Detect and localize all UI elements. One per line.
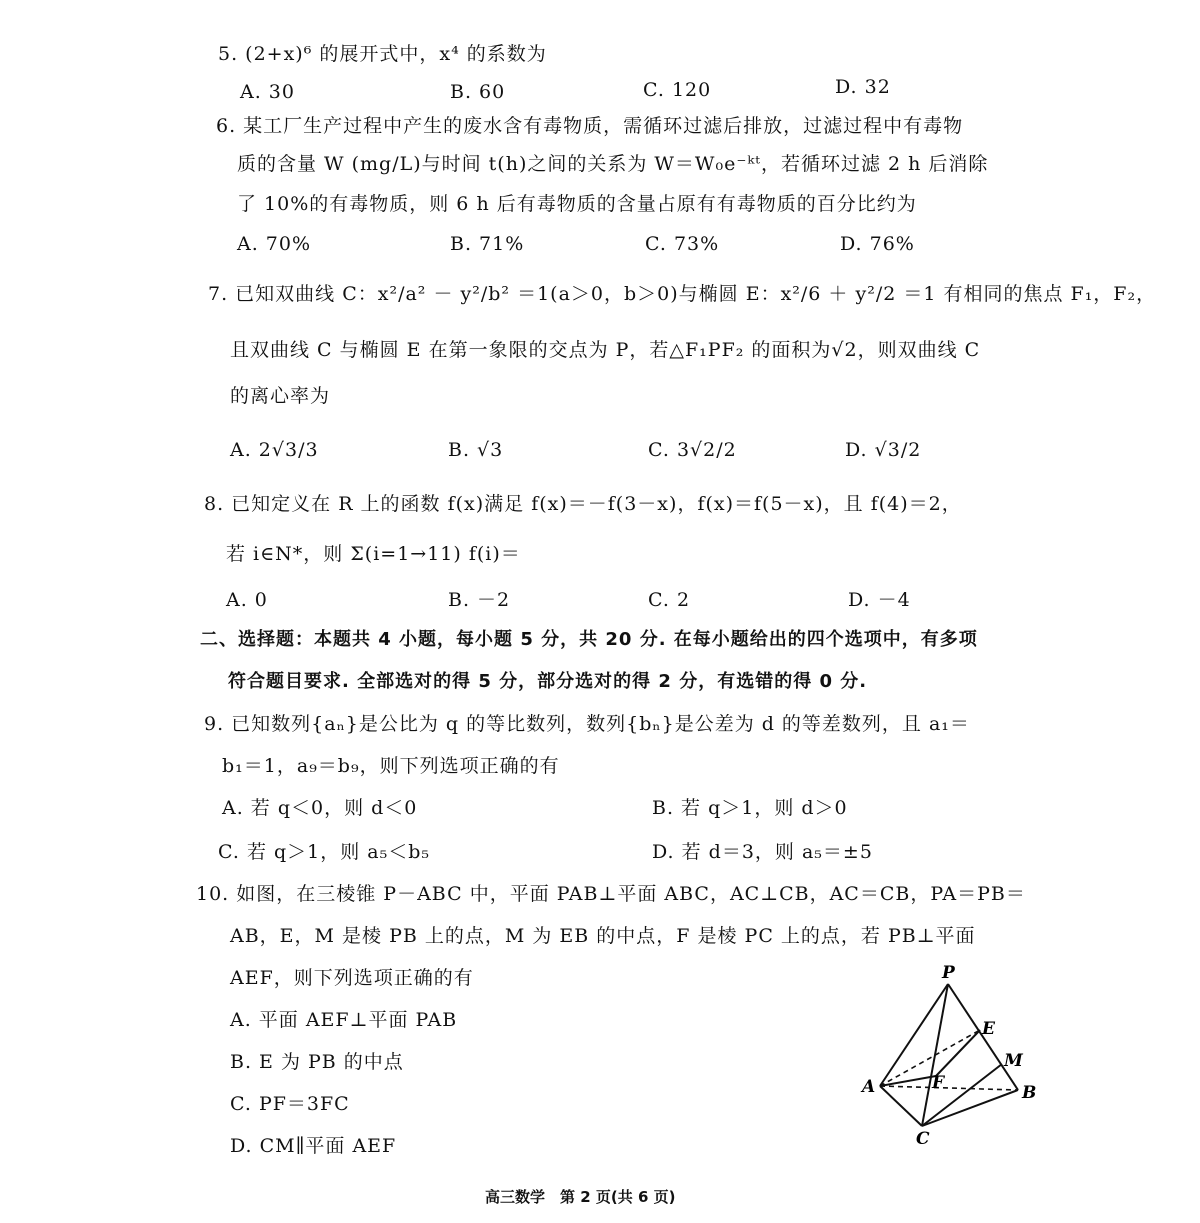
q7-option-a: A. 2√3/3	[230, 439, 319, 461]
q8-option-b: B. －2	[448, 589, 511, 611]
label-f: F	[932, 1073, 945, 1093]
q9-option-b: B. 若 q＞1，则 d＞0	[652, 797, 848, 819]
q8-option-d: D. －4	[848, 589, 911, 611]
q6-line-3: 了 10%的有毒物质，则 6 h 后有毒物质的含量占原有有毒物质的百分比约为	[237, 193, 917, 215]
q7-option-d: D. √3/2	[845, 439, 922, 461]
q5-option-c: C. 120	[643, 79, 712, 101]
q10-option-d: D. CM∥平面 AEF	[230, 1135, 397, 1157]
q6-line-1: 6. 某工厂生产过程中产生的废水含有毒物质，需循环过滤后排放，过滤过程中有毒物	[216, 115, 964, 137]
q10-line-1: 10. 如图，在三棱锥 P－ABC 中，平面 PAB⊥平面 ABC，AC⊥CB，AC＝CB，PA＝PB＝	[196, 883, 1026, 905]
q10-option-c: C. PF＝3FC	[230, 1093, 350, 1115]
q8-line-2: 若 i∈N*，则 Σ(i=1→11) f(i)＝	[226, 543, 521, 565]
edge-cb	[922, 1090, 1018, 1126]
q6-option-b: B. 71%	[450, 233, 525, 255]
q10-option-b: B. E 为 PB 的中点	[230, 1051, 404, 1073]
q9-option-c: C. 若 q＞1，则 a₅＜b₅	[218, 841, 430, 863]
q5-option-b: B. 60	[450, 81, 506, 103]
q10-line-3: AEF，则下列选项正确的有	[230, 967, 474, 989]
q5-stem: 5. (2+x)⁶ 的展开式中，x⁴ 的系数为	[218, 43, 547, 65]
q7-option-b: B. √3	[448, 439, 504, 461]
label-e: E	[982, 1019, 995, 1039]
q8-option-c: C. 2	[648, 589, 691, 611]
label-m: M	[1004, 1051, 1023, 1071]
pyramid-figure	[850, 960, 1050, 1150]
edge-ab-dashed	[880, 1086, 1018, 1090]
edge-ac	[880, 1086, 922, 1126]
q8-option-a: A. 0	[226, 589, 268, 611]
q9-option-d: D. 若 d＝3，则 a₅＝±5	[652, 841, 873, 863]
q9-line-1: 9. 已知数列{aₙ}是公比为 q 的等比数列，数列{bₙ}是公差为 d 的等差数列，且 a₁＝	[204, 713, 970, 735]
q9-option-a: A. 若 q＜0，则 d＜0	[222, 797, 418, 819]
section2-instruction-line-2: 符合题目要求. 全部选对的得 5 分，部分选对的得 2 分，有选错的得 0 分.	[228, 671, 868, 692]
q5-option-d: D. 32	[835, 76, 891, 98]
q6-option-d: D. 76%	[840, 233, 915, 255]
q10-line-2: AB，E，M 是棱 PB 上的点，M 为 EB 的中点，F 是棱 PC 上的点，若 PB⊥平面	[230, 925, 976, 947]
q8-line-1: 8. 已知定义在 R 上的函数 f(x)满足 f(x)＝－f(3－x)，f(x)＝f(5－x)，且 f(4)＝2，	[204, 493, 962, 515]
q6-option-c: C. 73%	[645, 233, 720, 255]
q7-line-3: 的离心率为	[230, 385, 331, 407]
q5-option-a: A. 30	[240, 81, 295, 103]
page-footer: 高三数学 第 2 页(共 6 页)	[485, 1188, 676, 1206]
q7-option-c: C. 3√2/2	[648, 439, 737, 461]
label-c: C	[916, 1129, 930, 1149]
label-p: P	[942, 963, 955, 983]
label-b: B	[1022, 1083, 1037, 1103]
q6-option-a: A. 70%	[237, 233, 312, 255]
label-a: A	[862, 1077, 876, 1097]
q10-option-a: A. 平面 AEF⊥平面 PAB	[230, 1009, 458, 1031]
q7-line-2: 且双曲线 C 与椭圆 E 在第一象限的交点为 P，若△F₁PF₂ 的面积为√2，则双曲线 C	[230, 339, 981, 361]
q6-line-2: 质的含量 W (mg/L)与时间 t(h)之间的关系为 W＝W₀e⁻ᵏᵗ，若循环过滤 2 h 后消除	[237, 153, 989, 175]
q7-line-1: 7. 已知双曲线 C：x²/a² － y²/b² ＝1(a＞0，b＞0)与椭圆 E：x²/6 ＋ y²/2 ＝1 有相同的焦点 F₁，F₂，	[208, 283, 1157, 305]
section2-instruction-line-1: 二、选择题：本题共 4 小题，每小题 5 分，共 20 分. 在每小题给出的四个选项中，有多项	[200, 629, 978, 650]
segment-ef	[936, 1030, 980, 1076]
q9-line-2: b₁＝1，a₉＝b₉，则下列选项正确的有	[222, 755, 560, 777]
